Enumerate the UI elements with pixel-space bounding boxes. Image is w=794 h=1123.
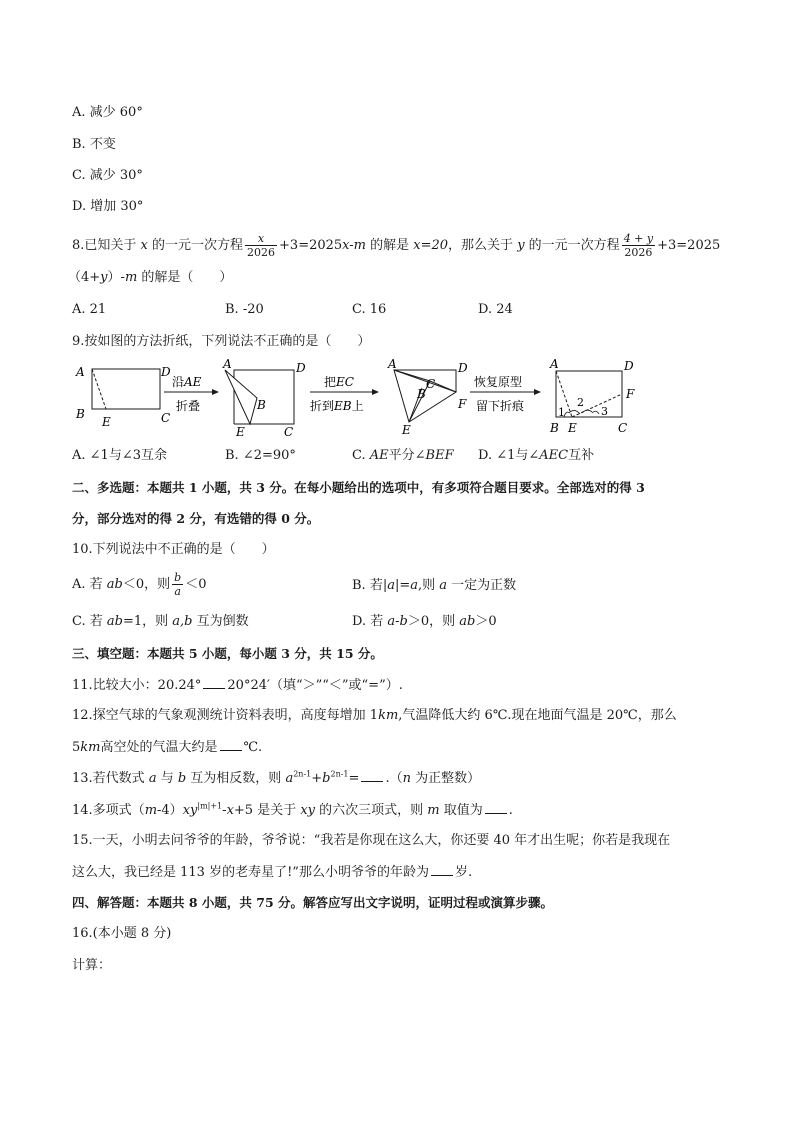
q12-answer-blank[interactable] [220,738,242,751]
svg-text:D: D [624,359,634,373]
fold-arrow-1 [164,375,219,413]
svg-text:C: C [426,377,436,391]
q11-answer-blank[interactable] [203,676,225,689]
section-2-header-line1: 二、多选题：本题共 1 小题，共 3 分。在每小题给出的选项中，有多项符合题目要求。全部选对的得 3 [72,480,645,495]
q9-option-c: C. AE平分∠BEF [352,448,454,463]
q16-title: 16.(本小题 8 分) [72,926,172,941]
q10-option-b: B. 若|a|=a,则 a 一定为正数 [352,578,517,593]
svg-text:E: E [568,421,577,435]
q8-stem-line1: 8.已知关于 x 的一元一次方程 $\frac{x}{2026}$ +3=2025x-m 的解是 x=20，那么关于 y 的一元一次方程 $\frac{4 + y}{2026}$ +3=2025 [72,232,721,259]
svg-text:E: E [236,425,245,438]
svg-text:把EC: 把EC [324,375,354,389]
svg-text:A: A [550,357,559,371]
svg-text:D: D [296,361,306,375]
fold-figure-4 [549,357,635,435]
q9-folding-figure [72,356,652,438]
q10-fraction: $\frac{b}{a}$ [174,571,182,598]
q8-option-a: A. 21 [72,302,107,317]
q9-option-b: B. ∠2=90° [225,448,296,463]
svg-text:折叠: 折叠 [176,399,201,413]
section-3-header: 三、填空题：本题共 5 小题，每小题 3 分，共 15 分。 [72,646,383,661]
svg-text:A: A [223,357,232,371]
q15-answer-blank[interactable] [431,863,453,876]
q8-fraction-1: $\frac{x}{2026}$ [247,232,276,259]
q12-stem-line2: 5km高空处的气温大约是 ℃. [72,740,263,755]
svg-text:C: C [618,421,628,435]
section-4-header: 四、解答题：本题共 8 小题，共 75 分。解答应写出文字说明，证明过程或演算步骤。 [72,895,554,910]
q9-stem: 9.按如图的方法折纸，下列说法不正确的是（ ） [72,334,371,349]
q12-stem-line1: 12.探空气球的气象观测统计资料表明，高度每增加 1km,气温降低大约 6℃.现在地面气温是 20℃，那么 [72,708,677,723]
svg-text:F: F [626,387,635,401]
fold-arrow-3 [470,374,541,413]
svg-text:C: C [161,411,171,425]
q11-stem: 11.比较大小：20.24° 20°24′（填“＞”“＜”或“=”）. [72,678,403,693]
fold-arrow-2 [310,374,379,413]
q7-option-c: C. 减少 30° [72,168,143,183]
svg-text:F: F [458,397,467,411]
svg-text:沿AE: 沿AE [172,375,202,389]
svg-text:折到EB上: 折到EB上 [310,399,364,413]
svg-text:B: B [417,387,426,401]
svg-text:C: C [284,425,294,438]
q8-option-c: C. 16 [352,302,387,317]
svg-text:恢复原型: 恢复原型 [474,375,523,389]
q13-stem: 13.若代数式 a 与 b 互为相反数，则 $a^{2n-1}+b^{2n-1}= .(n$ 为正整数） [72,769,481,786]
fold-figure-2 [222,357,306,438]
q10-stem: 10.下列说法中不正确的是（ ） [72,542,275,557]
q8-fraction-2: $\frac{4 + y}{2026}$ [623,232,654,259]
svg-text:A: A [76,365,85,379]
q8-option-d: D. 24 [478,302,513,317]
section-2-header-line2: 分，部分选对的得 2 分，有选错的得 0 分。 [72,511,320,526]
q8-stem-line2: （4+y）-m 的解是（ ） [68,270,233,285]
svg-text:E: E [402,423,411,437]
q10-option-c: C. 若 ab=1，则 a,b 互为倒数 [72,614,249,629]
q10-option-d: D. 若 a-b＞0，则 ab＞0 [352,614,497,629]
fold-figure-1 [75,365,171,429]
q14-answer-blank[interactable] [485,801,507,814]
q15-stem-line1: 15.一天，小明去问爷爷的年龄，爷爷说：“我若是你现在这么大，你还要 40 年才出生呢；你若是我现在 [72,833,671,848]
q15-stem-line2: 这么大，我已经是 113 岁的老寿星了!”那么小明爷爷的年龄为 岁. [72,865,473,880]
svg-text:2: 2 [577,396,584,409]
fold-figure-3 [387,357,468,437]
q9-option-d: D. ∠1与∠AEC互补 [478,448,595,463]
q13-answer-blank[interactable] [361,769,383,782]
svg-text:E: E [102,415,111,429]
q7-option-b: B. 不变 [72,137,116,152]
q16-calc-label: 计算： [72,958,112,973]
q7-option-a: A. 减少 60° [72,105,143,120]
svg-text:1: 1 [558,406,565,419]
svg-text:D: D [161,365,171,379]
svg-text:B: B [257,398,266,412]
svg-text:B: B [550,421,559,435]
q7-option-d: D. 增加 30° [72,199,144,214]
svg-text:3: 3 [601,405,608,418]
q9-option-a: A. ∠1与∠3互余 [72,448,167,463]
svg-text:D: D [458,361,468,375]
svg-text:A: A [388,357,397,371]
q8-option-b: B. -20 [225,302,264,317]
svg-text:B: B [76,407,85,421]
q14-stem: 14.多项式$(m-4)xy^{|m|+1}-x+5$ 是关于 xy 的六次三项式，则 m 取值为 . [72,801,513,818]
svg-text:留下折痕: 留下折痕 [476,399,525,413]
q10-option-a: A. 若 ab＜0，则 $\frac{b}{a}$ ＜0 [72,571,207,598]
